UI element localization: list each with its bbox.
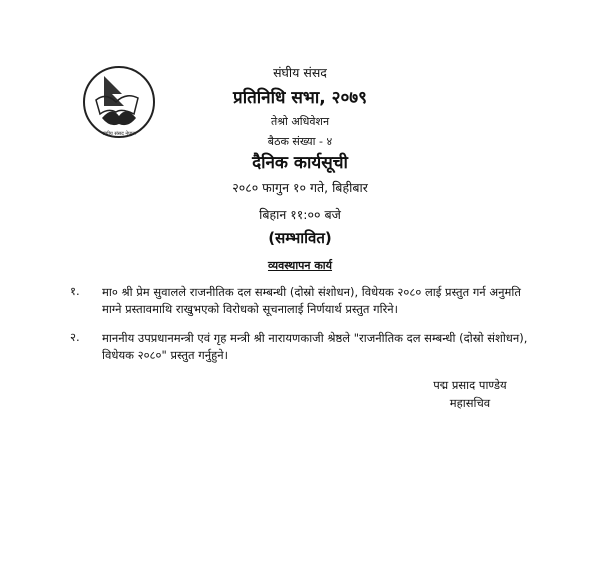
status-tentative: (सम्भावित)	[268, 229, 332, 247]
signatory-designation: महासचिव	[449, 396, 491, 410]
meeting-time: बिहान ११:०० बजे	[259, 207, 341, 222]
house-title: प्रतिनिधि सभा, २०७९	[233, 88, 367, 108]
item-text: मा० श्री प्रेम सुवालले राजनीतिक दल सम्बन्धी (दोस्रो संशोधन), विधेयक २०८० लाई प्रस्तुत गर्न अनुमति माग्ने प्रस्तावमाथि राखुभएको विरोधको सूचनालाई निर्णयार्थ प्रस्तुत गरिने।	[102, 285, 521, 316]
meeting-number: बैठक संख्या - ४	[267, 135, 333, 148]
emblem-text: संघीय संसद नेपाल	[102, 131, 136, 137]
signatory-name: पद्म प्रसाद पाण्डेय	[433, 378, 507, 392]
item-text: माननीय उपप्रधानमन्त्री एवं गृह मन्त्री श्री नारायणकाजी श्रेष्ठले "राजनीतिक दल सम्बन्धी (दोस्रो संशोधन), विधेयक २०८०" प्रस्तुत गर्नुहुने।	[102, 331, 528, 362]
agenda-title: दैनिक कार्यसूची	[252, 153, 348, 173]
session-text: तेश्रो अधिवेशन	[270, 115, 330, 128]
parliament-name: संघीय संसद	[273, 65, 327, 80]
item-number: २.	[70, 330, 80, 344]
item-number: १.	[70, 284, 80, 298]
meeting-date: २०८० फागुन १० गते, बिहीबार	[232, 180, 368, 195]
section-heading: व्यवस्थापन कार्य	[267, 259, 333, 272]
